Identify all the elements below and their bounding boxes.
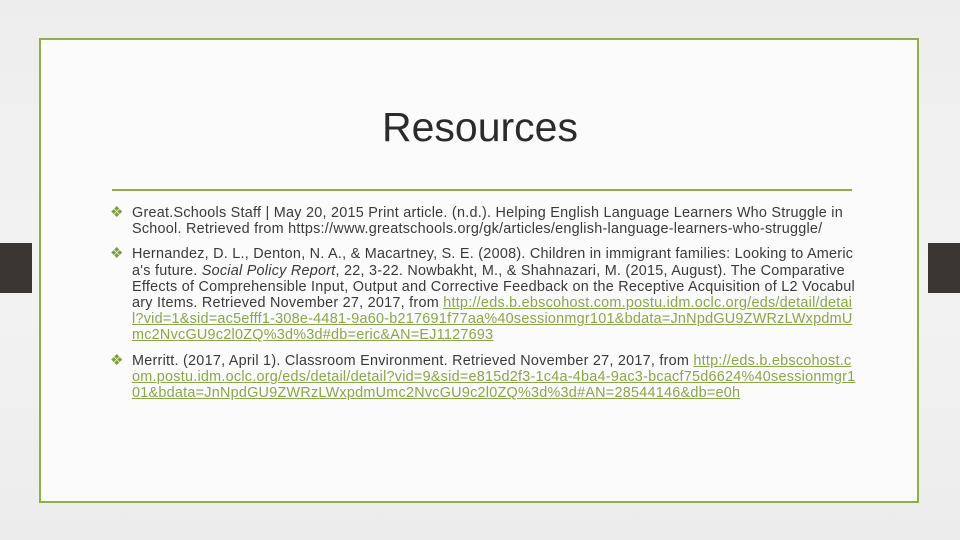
right-accent-bar: [928, 243, 960, 293]
left-accent-bar: [0, 243, 32, 293]
reference-list: [108, 205, 856, 410]
reference-text: Hernandez, D. L., Denton, N. A., & Macartney, S. E. (2008). Children in immigrant families: Looking to America's future.: [132, 246, 854, 279]
reference-italic-text: Social Policy Report: [201, 262, 336, 279]
reference-item: [108, 353, 856, 402]
diamond-bullet-icon: ❖: [110, 351, 124, 369]
reference-item: [108, 246, 856, 343]
reference-item: [108, 205, 856, 237]
reference-link[interactable]: http://eds.b.ebscohost.com.postu.idm.oclc.org/eds/detail/detail?vid=1&sid=ac5efff1-308e-4481-9a60-b217691f77aa%40sessionmgr101&bdata=JnNpdGU9ZWRzLWxpdmUmc2NvcGU9c2l0ZQ%3d%3d#db=eric&AN=EJ1127693: [132, 295, 853, 344]
diamond-bullet-icon: ❖: [110, 204, 124, 221]
diamond-bullet-icon: ❖: [110, 245, 124, 263]
title-divider: [112, 189, 852, 191]
reference-text: Great.Schools Staff | May 20, 2015 Print article. (n.d.). Helping English Language Learners Who Struggle in School. Retrieved from https://www.greatschools.org/gk/articles/english-language-learners-who-struggle/: [132, 205, 843, 238]
slide-title: Resources: [382, 104, 578, 150]
reference-text: , 22, 3-22. Nowbakht, M., & Shahnazari, M. (2015, August). The Comparative Effects of Comprehensible Input, Output and Corrective Feedback on the Receptive Acquisition of L2 Vocabulary Items. Retrieved November 27, 2017, from: [132, 262, 855, 312]
reference-link[interactable]: http://eds.b.ebscohost.com.postu.idm.oclc.org/eds/detail/detail?vid=9&sid=e815d2f3-1c4a-4ba4-9ac3-bcacf75d6624%40sessionmgr101&bdata=JnNpdGU9ZWRzLWxpdmUmc2NvcGU9c2l0ZQ%3d%3d#AN=28544146&db=e0h: [132, 352, 856, 402]
reference-text: Merritt. (2017, April 1). Classroom Environment. Retrieved November 27, 2017, from: [132, 352, 694, 369]
